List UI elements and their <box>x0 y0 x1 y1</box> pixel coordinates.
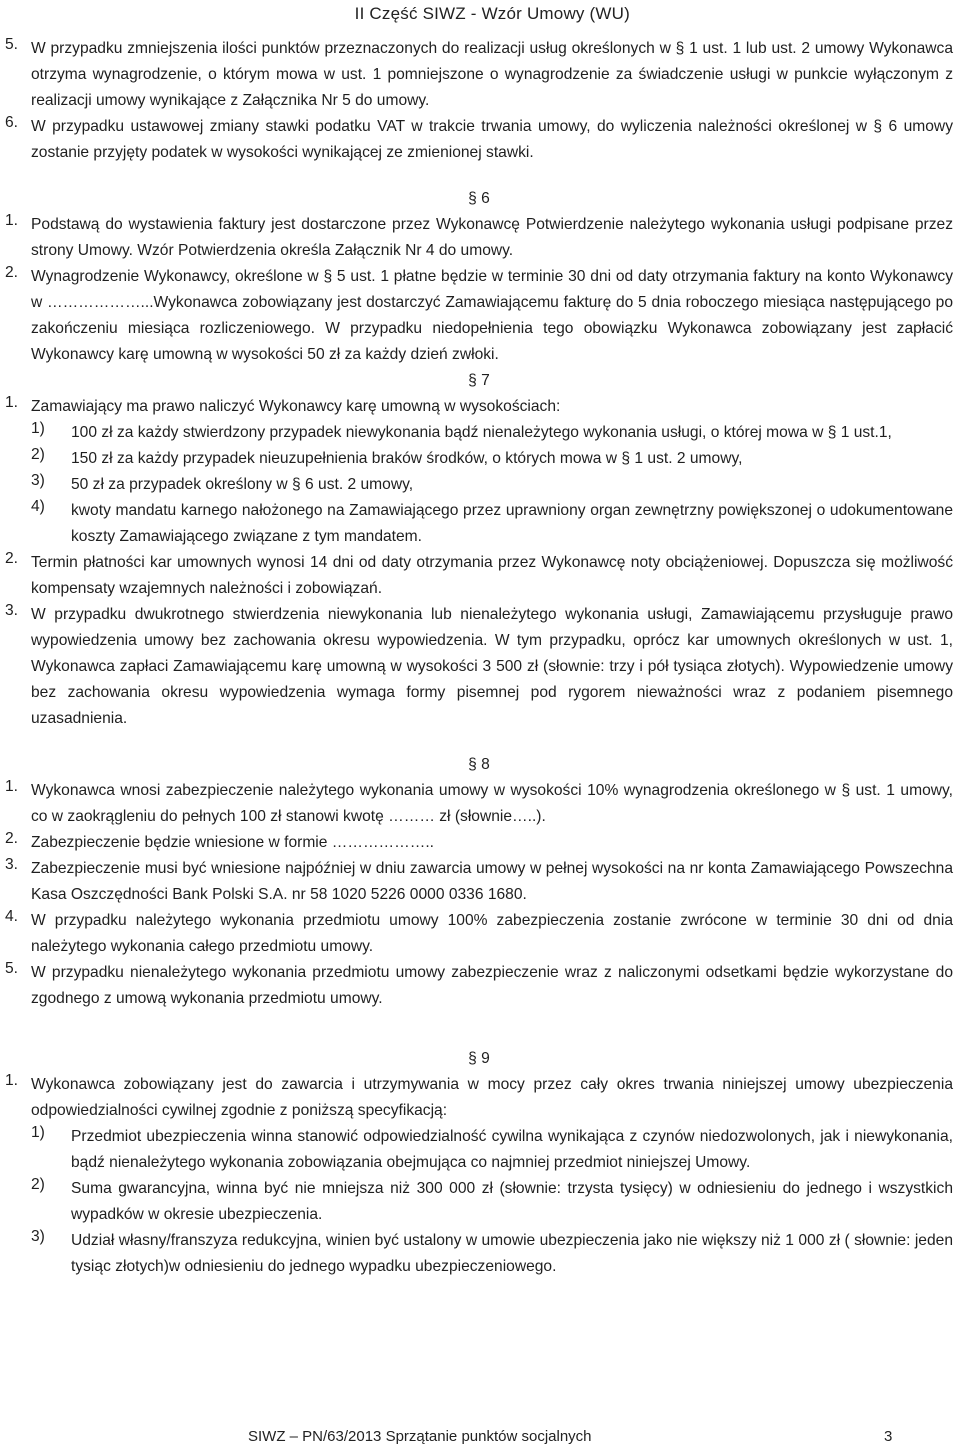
sub-item-number: 1) <box>31 1124 45 1141</box>
list-item <box>5 602 953 732</box>
list-item <box>5 830 953 856</box>
section-heading-6: § 6 <box>468 190 490 207</box>
item-text: Termin płatności kar umownych wynosi 14 dni od daty otrzymania przez Wykonawcę noty obciążeniowej. Dopuszcza się możliwość kompensaty wzajemnych należności i zobowiązań. <box>31 554 953 597</box>
sub-item-number: 2) <box>31 446 45 463</box>
footer-text: SIWZ – PN/63/2013 Sprzątanie punktów socjalnych <box>248 1428 592 1445</box>
sub-item-number: 3) <box>31 1228 45 1245</box>
document-body <box>5 36 953 1280</box>
item-number: 2. <box>5 264 19 281</box>
item-number: 5. <box>5 960 19 977</box>
list-item <box>5 264 953 368</box>
page-header: II Część SIWZ - Wzór Umowy (WU) <box>354 4 630 23</box>
item-text: Wynagrodzenie Wykonawcy, określone w § 5 ust. 1 płatne będzie w terminie 30 dni od daty otrzymania faktury na konto Wykonawcy w ………………...Wykonawca zobowiązany jest dostarczyć Zamawiającemu fakturę do 5 dnia roboczego miesiąca następującego po zakończeniu miesiąca rozliczeniowego. W przypadku niedopełnienia tego obowiązku Wykonawca zobowiązany jest zapłacić Wykonawcy karę umowną w wysokości 50 zł za każdy dzień zwłoki. <box>31 268 953 363</box>
list-item <box>5 1072 953 1124</box>
list-item <box>5 36 953 114</box>
item-number: 6. <box>5 114 19 131</box>
sub-item-number: 2) <box>31 1176 45 1193</box>
page-number: 3 <box>884 1428 893 1445</box>
item-number: 1. <box>5 212 19 229</box>
item-number: 1. <box>5 1072 19 1089</box>
list-item <box>5 856 953 908</box>
item-number: 1. <box>5 394 19 411</box>
sub-item-text: 50 zł za przypadek określony w § 6 ust. 2 umowy, <box>71 476 414 493</box>
item-text: Wykonawca zobowiązany jest do zawarcia i utrzymywania w mocy przez cały okres trwania niniejszej umowy ubezpieczenia odpowiedzialności cywilnej zgodnie z poniższą specyfikacją: <box>31 1076 953 1119</box>
item-text: W przypadku zmniejszenia ilości punktów przeznaczonych do realizacji usług określonych w § 1 ust. 1 lub ust. 2 umowy Wykonawca otrzyma wynagrodzenie, o którym mowa w ust. 1 pomniejszone o wynagrodzenie za świadczenie usługi w punkcie wyłączonym z realizacji umowy wynikające z Załącznika Nr 5 do umowy. <box>31 40 953 109</box>
list-item <box>5 212 953 264</box>
item-number: 3. <box>5 602 19 619</box>
list-item <box>5 960 953 1012</box>
item-text: Podstawą do wystawienia faktury jest dostarczone przez Wykonawcę Potwierdzenie należytego wykonania usługi podpisane przez strony Umowy. Wzór Potwierdzenia określa Załącznik Nr 4 do umowy. <box>31 216 953 259</box>
sub-item-text: 150 zł za każdy przypadek nieuzupełnienia braków środków, o których mowa w § 1 ust. 2 umowy, <box>71 450 743 467</box>
sub-item-text: Przedmiot ubezpieczenia winna stanowić odpowiedzialność cywilna wynikająca z czynów niedozwolonych, jak i niewykonania, bądź nienależytego wykonania zobowiązania obejmująca co najmniej przedmiot niniejszej Umowy. <box>71 1128 953 1171</box>
item-text: Wykonawca wnosi zabezpieczenie należytego wykonania umowy w wysokości 10% wynagrodzenia określonego w § ust. 1 umowy, co w zaokrągleniu do pełnych 100 zł stanowi kwotę ……… zł (słownie…..). <box>31 782 953 825</box>
list-item <box>5 908 953 960</box>
item-number: 1. <box>5 778 19 795</box>
sub-item-text: 100 zł za każdy stwierdzony przypadek niewykonania bądź nienależytego wykonania usługi, o której mowa w § 1 ust.1, <box>71 424 892 441</box>
item-text: W przypadku należytego wykonania przedmiotu umowy 100% zabezpieczenia zostanie zwrócone w terminie 30 dni od dnia należytego wykonania całego przedmiotu umowy. <box>31 912 953 955</box>
item-number: 2. <box>5 550 19 567</box>
sub-item-number: 1) <box>31 420 45 437</box>
item-text: W przypadku nienależytego wykonania przedmiotu umowy zabezpieczenie wraz z naliczonymi odsetkami będzie wykorzystane do zgodnego z umową wykonania przedmiotu umowy. <box>31 964 953 1007</box>
sub-item <box>31 472 953 498</box>
item-text: W przypadku ustawowej zmiany stawki podatku VAT w trakcie trwania umowy, do wyliczenia należności określonej w § 6 umowy zostanie przyjęty podatek w wysokości wynikającej ze zmienionej stawki. <box>31 118 953 161</box>
list-item <box>5 114 953 166</box>
sub-item <box>31 1176 953 1228</box>
sub-item <box>31 420 953 446</box>
sub-item <box>31 498 953 550</box>
list-item <box>5 778 953 830</box>
sub-item <box>31 1124 953 1176</box>
sub-item-text: Suma gwarancyjna, winna być nie mniejsza niż 300 000 zł (słownie: trzysta tysięcy) w odniesieniu do jednego i wszystkich wypadków w okresie ubezpieczenia. <box>71 1180 953 1223</box>
item-text: Zamawiający ma prawo naliczyć Wykonawcy karę umowną w wysokościach: <box>31 398 561 415</box>
sub-item <box>31 446 953 472</box>
item-number: 3. <box>5 856 19 873</box>
section-heading-7: § 7 <box>468 372 490 389</box>
item-text: Zabezpieczenie musi być wniesione najpóźniej w dniu zawarcia umowy w pełnej wysokości na nr konta Zamawiającego Powszechna Kasa Oszczędności Bank Polski S.A. nr 58 1020 5226 0000 0336 1680. <box>31 860 953 903</box>
item-number: 4. <box>5 908 19 925</box>
item-text: W przypadku dwukrotnego stwierdzenia niewykonania lub nienależytego wykonania usługi, Zamawiającemu przysługuje prawo wypowiedzenia umowy bez zachowania okresu wypowiedzenia. W tym przypadku, oprócz kar umownych określonych w ust. 1, Wykonawca zapłaci Zamawiającemu karę umowną w wysokości 3 500 zł (słownie: trzy i pół tysiąca złotych). Wypowiedzenie umowy bez zachowania okresu wypowiedzenia wymaga formy pisemnej pod rygorem nieważności wraz z podaniem pisemnego uzasadnienia. <box>31 606 953 727</box>
section-heading-8: § 8 <box>468 756 490 773</box>
item-number: 2. <box>5 830 19 847</box>
sub-item <box>31 1228 953 1280</box>
item-text: Zabezpieczenie będzie wniesione w formie ……………….. <box>31 834 435 851</box>
sub-item-text: kwoty mandatu karnego nałożonego na Zamawiającego przez uprawniony organ zewnętrzny powiększonej o udokumentowane koszty Zamawiającego związane z tym mandatem. <box>71 502 953 545</box>
sub-item-number: 3) <box>31 472 45 489</box>
list-item <box>5 550 953 602</box>
list-item <box>5 394 953 420</box>
section-heading-9: § 9 <box>468 1050 490 1067</box>
item-number: 5. <box>5 36 19 53</box>
sub-item-number: 4) <box>31 498 45 515</box>
sub-item-text: Udział własny/franszyza redukcyjna, winien być ustalony w umowie ubezpieczenia jako nie większy niż 1 000 zł ( słownie: jeden tysiąc złotych)w odniesieniu do jednego wypadku ubezpieczeniowego. <box>71 1232 953 1275</box>
